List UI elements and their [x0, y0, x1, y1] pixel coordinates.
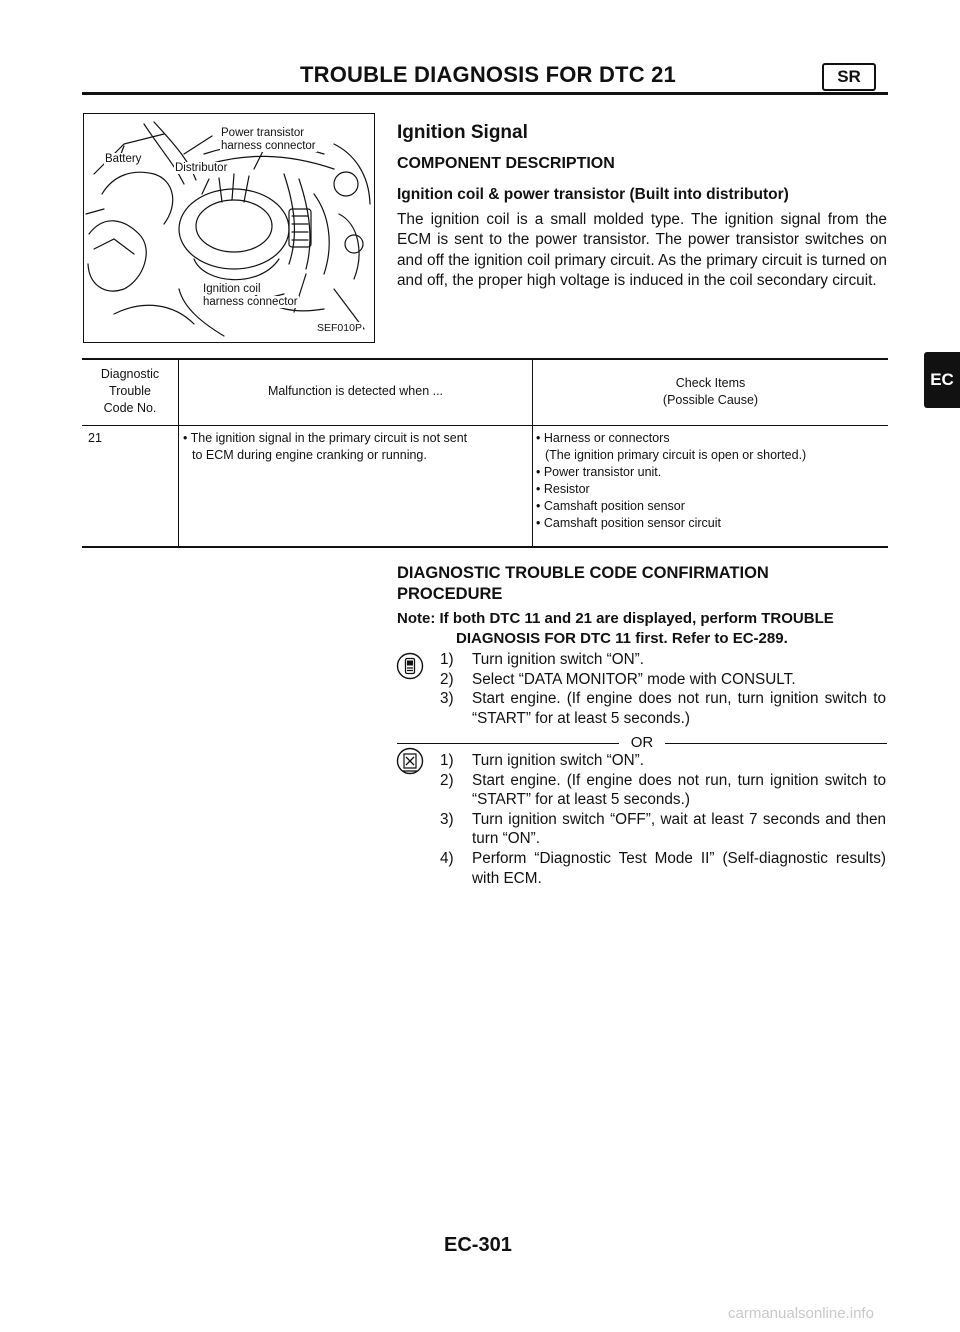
- dtc-code-cell: 21: [88, 431, 102, 445]
- header-malfunction: Malfunction is detected when ...: [267, 384, 444, 398]
- step-number: 1): [440, 752, 454, 769]
- figure-code: SEF010P: [317, 322, 362, 334]
- header-check-items: Check Items (Possible Cause): [662, 376, 759, 407]
- ignition-system-figure: [83, 113, 375, 343]
- title-rule: [82, 92, 888, 95]
- battery-label: Battery: [105, 153, 142, 165]
- coil-harness-connector-label: harness connector: [203, 296, 298, 308]
- step-text: Select “DATA MONITOR” mode with CONSULT.: [472, 670, 796, 688]
- cause-item: • Power transistor unit.: [536, 465, 662, 479]
- component-description-text: The ignition coil is a small molded type. The ignition signal from the ECM is sent to the power transistor. The power transistor switches on and off the ignition coil primary circuit. As the primary circuit is turned on and off, the proper high voltage is induced in the coil secondary circuit.: [397, 211, 887, 290]
- cause-item: • Resistor: [536, 482, 590, 496]
- table-header-rule: [82, 425, 888, 426]
- section-heading: Ignition Signal: [397, 122, 528, 143]
- procedure-step: [400, 849, 886, 888]
- consult-steps: [400, 650, 886, 728]
- table-top-rule: [82, 358, 888, 360]
- procedure-step: [400, 771, 886, 810]
- procedure-step: [400, 751, 886, 771]
- ec-section-tab: EC: [924, 352, 960, 408]
- watermark: carmanualsonline.info: [728, 1305, 874, 1322]
- cause-item: (The ignition primary circuit is open or shorted.): [545, 448, 807, 462]
- step-text: Turn ignition switch “ON”.: [472, 651, 644, 668]
- step-number: 4): [440, 849, 454, 867]
- step-number: 1): [440, 651, 454, 668]
- ecm-steps: [400, 751, 886, 888]
- ignition-coil-label: Ignition coil: [203, 283, 261, 295]
- procedure-step: [400, 670, 886, 690]
- harness-connector-label: harness connector: [221, 140, 316, 152]
- step-number: 2): [440, 771, 454, 789]
- procedure-heading: DIAGNOSTIC TROUBLE CODE CONFIRMATION PROCEDURE: [397, 564, 769, 603]
- step-text: Start engine. (If engine does not run, turn ignition switch to “START” for at least 5 seconds.): [472, 771, 886, 809]
- header-code: Diagnostic Trouble Code No.: [100, 367, 160, 415]
- page-number: EC-301: [444, 1234, 512, 1256]
- step-text: Turn ignition switch “OFF”, wait at least 7 seconds and then turn “ON”.: [472, 810, 886, 848]
- step-number: 3): [440, 810, 454, 828]
- cause-item: • Camshaft position sensor circuit: [536, 516, 722, 530]
- or-label: OR: [630, 734, 654, 751]
- step-number: 3): [440, 690, 454, 708]
- possible-causes-cell: [536, 430, 806, 532]
- dtc-table: [82, 358, 888, 548]
- step-text: Start engine. (If engine does not run, turn ignition switch to “START” for at least 5 seconds.): [472, 690, 886, 727]
- step-text: Perform “Diagnostic Test Mode II” (Self-diagnostic results) with ECM.: [472, 849, 886, 887]
- cause-item: • Camshaft position sensor: [536, 499, 685, 513]
- step-number: 2): [440, 670, 454, 688]
- malfunction-cell: • The ignition signal in the primary circuit is not sent to ECM during engine cranking or running.: [183, 431, 468, 462]
- ignition-coil-subheading: Ignition coil & power transistor (Built into distributor): [397, 186, 789, 203]
- component-description-heading: COMPONENT DESCRIPTION: [397, 155, 615, 172]
- sr-badge: SR: [822, 63, 876, 91]
- cause-item: • Harness or connectors: [536, 431, 670, 445]
- page-title: TROUBLE DIAGNOSIS FOR DTC 21: [300, 62, 676, 87]
- distributor-label: Distributor: [175, 162, 228, 174]
- procedure-note: Note: If both DTC 11 and 21 are displayed, perform TROUBLE DIAGNOSIS FOR DTC 11 first. Refer to EC-289.: [397, 610, 834, 647]
- step-text: Turn ignition switch “ON”.: [472, 752, 644, 769]
- procedure-step: [400, 810, 886, 849]
- procedure-step: [400, 650, 886, 670]
- table-bottom-rule: [82, 546, 888, 548]
- or-divider: [397, 733, 887, 753]
- power-transistor-label: Power transistor: [221, 127, 305, 139]
- procedure-step: [400, 689, 886, 728]
